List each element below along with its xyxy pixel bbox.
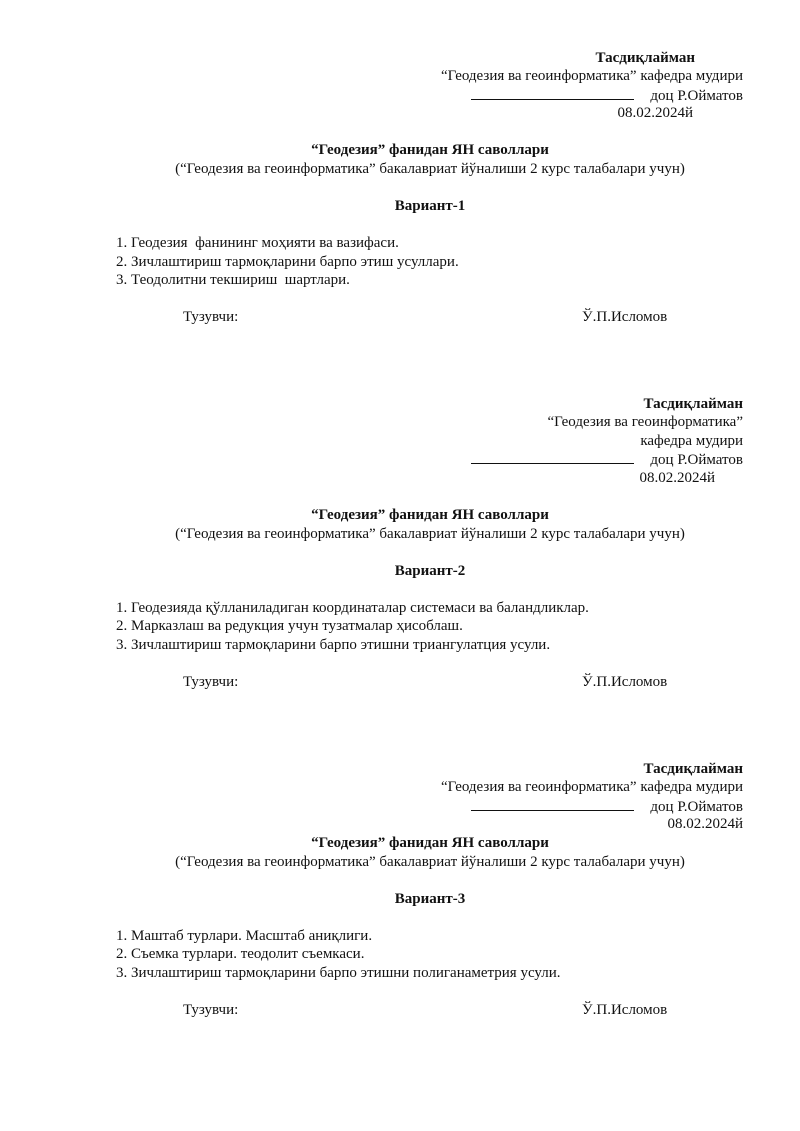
doc-subheading: (“Геодезия ва геоинформатика” бакалавриат йўналиши 2 курс талабалари учун) bbox=[175, 526, 685, 542]
doc-heading: “Геодезия” фанидан ЯН саволлари bbox=[311, 142, 549, 158]
approve-title: Тасдиқлайман bbox=[643, 761, 743, 777]
variant-label: Вариант-3 bbox=[394, 891, 466, 907]
approve-department: “Геодезия ва геоинформатика” кафедра мудири bbox=[441, 68, 743, 84]
compiler-label: Тузувчи: bbox=[183, 309, 239, 325]
question-item: 2. Марказлаш ва редукция учун тузатмалар ҳисоблаш. bbox=[116, 618, 463, 634]
doc-subheading: (“Геодезия ва геоинформатика” бакалавриат йўналиши 2 курс талабалари учун) bbox=[175, 161, 685, 177]
approve-signer: доц Р.Ойматов bbox=[650, 452, 743, 468]
approve-title: Тасдиқлайман bbox=[595, 50, 695, 66]
approve-signer-line bbox=[471, 86, 743, 105]
question-item: 1. Маштаб турлари. Масштаб аниқлиги. bbox=[116, 928, 373, 944]
compiler-name: Ў.П.Исломов bbox=[582, 1002, 668, 1018]
signature-underline bbox=[471, 450, 634, 464]
approve-department: “Геодезия ва геоинформатика” bbox=[547, 414, 743, 430]
approve-date: 08.02.2024й bbox=[617, 105, 693, 121]
question-item: 3. Зичлаштириш тармоқларини барпо этишни полиганаметрия усули. bbox=[116, 965, 561, 981]
signature-underline bbox=[471, 86, 634, 100]
approve-title: Тасдиқлайман bbox=[643, 396, 743, 412]
question-item: 3. Зичлаштириш тармоқларини барпо этишни триангулатция усули. bbox=[116, 637, 551, 653]
approve-signer: доц Р.Ойматов bbox=[650, 799, 743, 815]
doc-heading: “Геодезия” фанидан ЯН саволлари bbox=[311, 835, 549, 851]
signature-underline bbox=[471, 797, 634, 811]
compiler-label: Тузувчи: bbox=[183, 1002, 239, 1018]
compiler-label: Тузувчи: bbox=[183, 674, 239, 690]
compiler-name: Ў.П.Исломов bbox=[582, 309, 668, 325]
question-item: 1. Геодезия фанининг моҳияти ва вазифаси. bbox=[116, 235, 399, 251]
approve-date: 08.02.2024й bbox=[639, 470, 715, 486]
approve-signer-line bbox=[471, 450, 743, 469]
approve-signer: доц Р.Ойматов bbox=[650, 88, 743, 104]
variant-label: Вариант-2 bbox=[394, 563, 466, 579]
question-item: 2. Зичлаштириш тармоқларини барпо этиш усуллари. bbox=[116, 254, 459, 270]
doc-heading: “Геодезия” фанидан ЯН саволлари bbox=[311, 507, 549, 523]
approve-department: “Геодезия ва геоинформатика” кафедра мудири bbox=[441, 779, 743, 795]
question-item: 3. Теодолитни текшириш шартлари. bbox=[116, 272, 350, 288]
approve-signer-line bbox=[471, 797, 743, 816]
question-item: 2. Съемка турлари. теодолит съемкаси. bbox=[116, 946, 365, 962]
doc-subheading: (“Геодезия ва геоинформатика” бакалавриат йўналиши 2 курс талабалари учун) bbox=[175, 854, 685, 870]
question-item: 1. Геодезияда қўлланиладиган координаталар системаси ва баландликлар. bbox=[116, 600, 589, 616]
approve-date: 08.02.2024й bbox=[667, 816, 743, 832]
approve-department: кафедра мудири bbox=[640, 433, 743, 449]
compiler-name: Ў.П.Исломов bbox=[582, 674, 668, 690]
variant-label: Вариант-1 bbox=[394, 198, 466, 214]
